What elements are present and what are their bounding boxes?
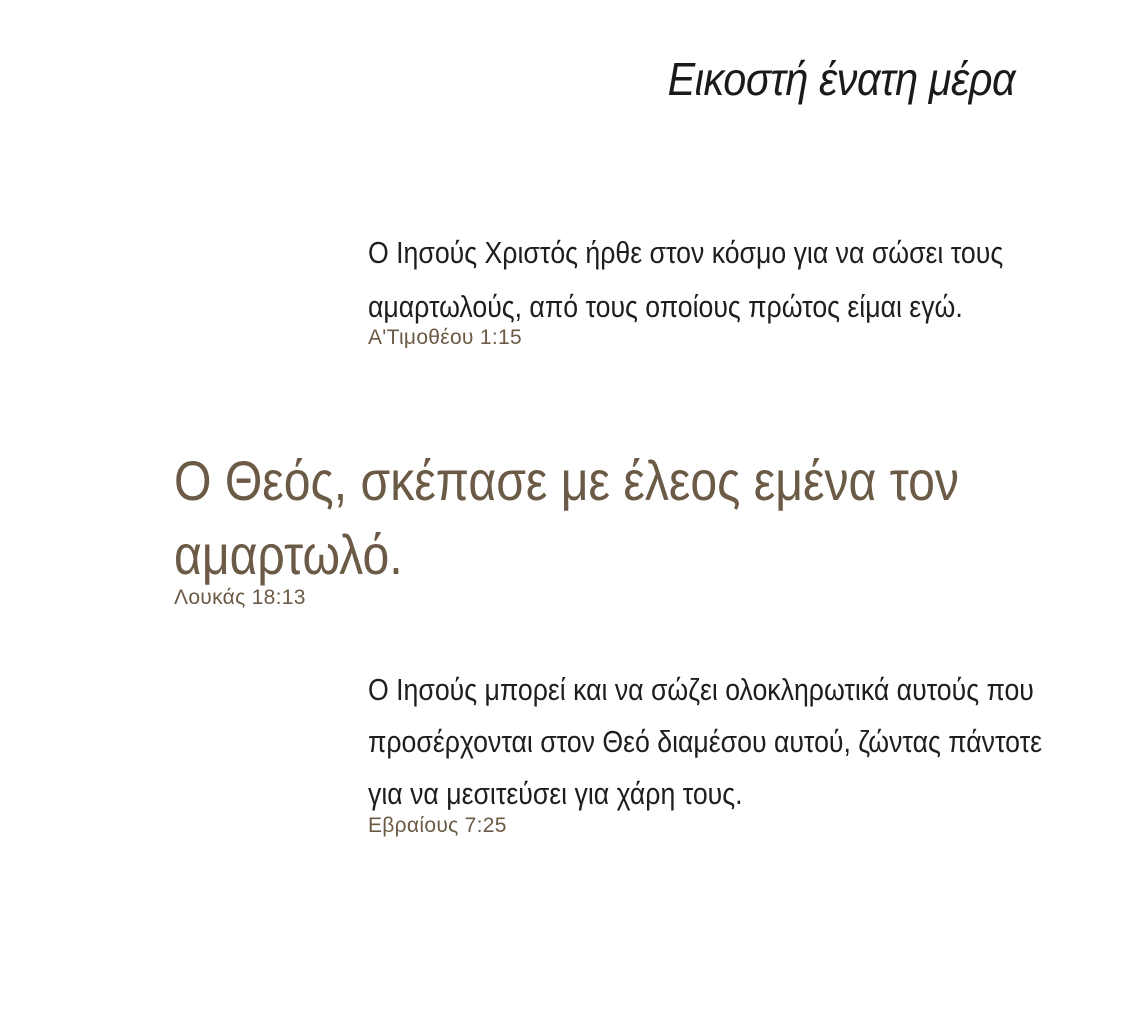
verse-block-1 bbox=[368, 226, 1068, 350]
verse-reference: Α'Τιμοθέου 1:15 bbox=[368, 326, 522, 349]
verse-block-3 bbox=[368, 664, 1088, 838]
verse-text: Ο Ιησούς μπορεί και να σώζει ολοκληρωτικά αυτούς που προσέρχονται στον Θεό διαμέσου αυτού, ζώντας πάντοτε για να μεσιτεύσει για χάρη τους. bbox=[368, 672, 1043, 811]
highlighted-verse-text: Ο Θεός, σκέπασε με έλεος εμένα τον αμαρτωλό. bbox=[174, 449, 959, 586]
verse-reference: Λουκάς 18:13 bbox=[174, 586, 306, 609]
verse-reference: Εβραίους 7:25 bbox=[368, 814, 507, 837]
verse-text: Ο Ιησούς Χριστός ήρθε στον κόσμο για να σώσει τους αμαρτωλούς, από τους οποίους πρώτος είμαι εγώ. bbox=[368, 235, 1004, 324]
highlighted-verse-block bbox=[174, 444, 1074, 610]
page-title: Εικοστή ένατη μέρα bbox=[667, 53, 1015, 105]
